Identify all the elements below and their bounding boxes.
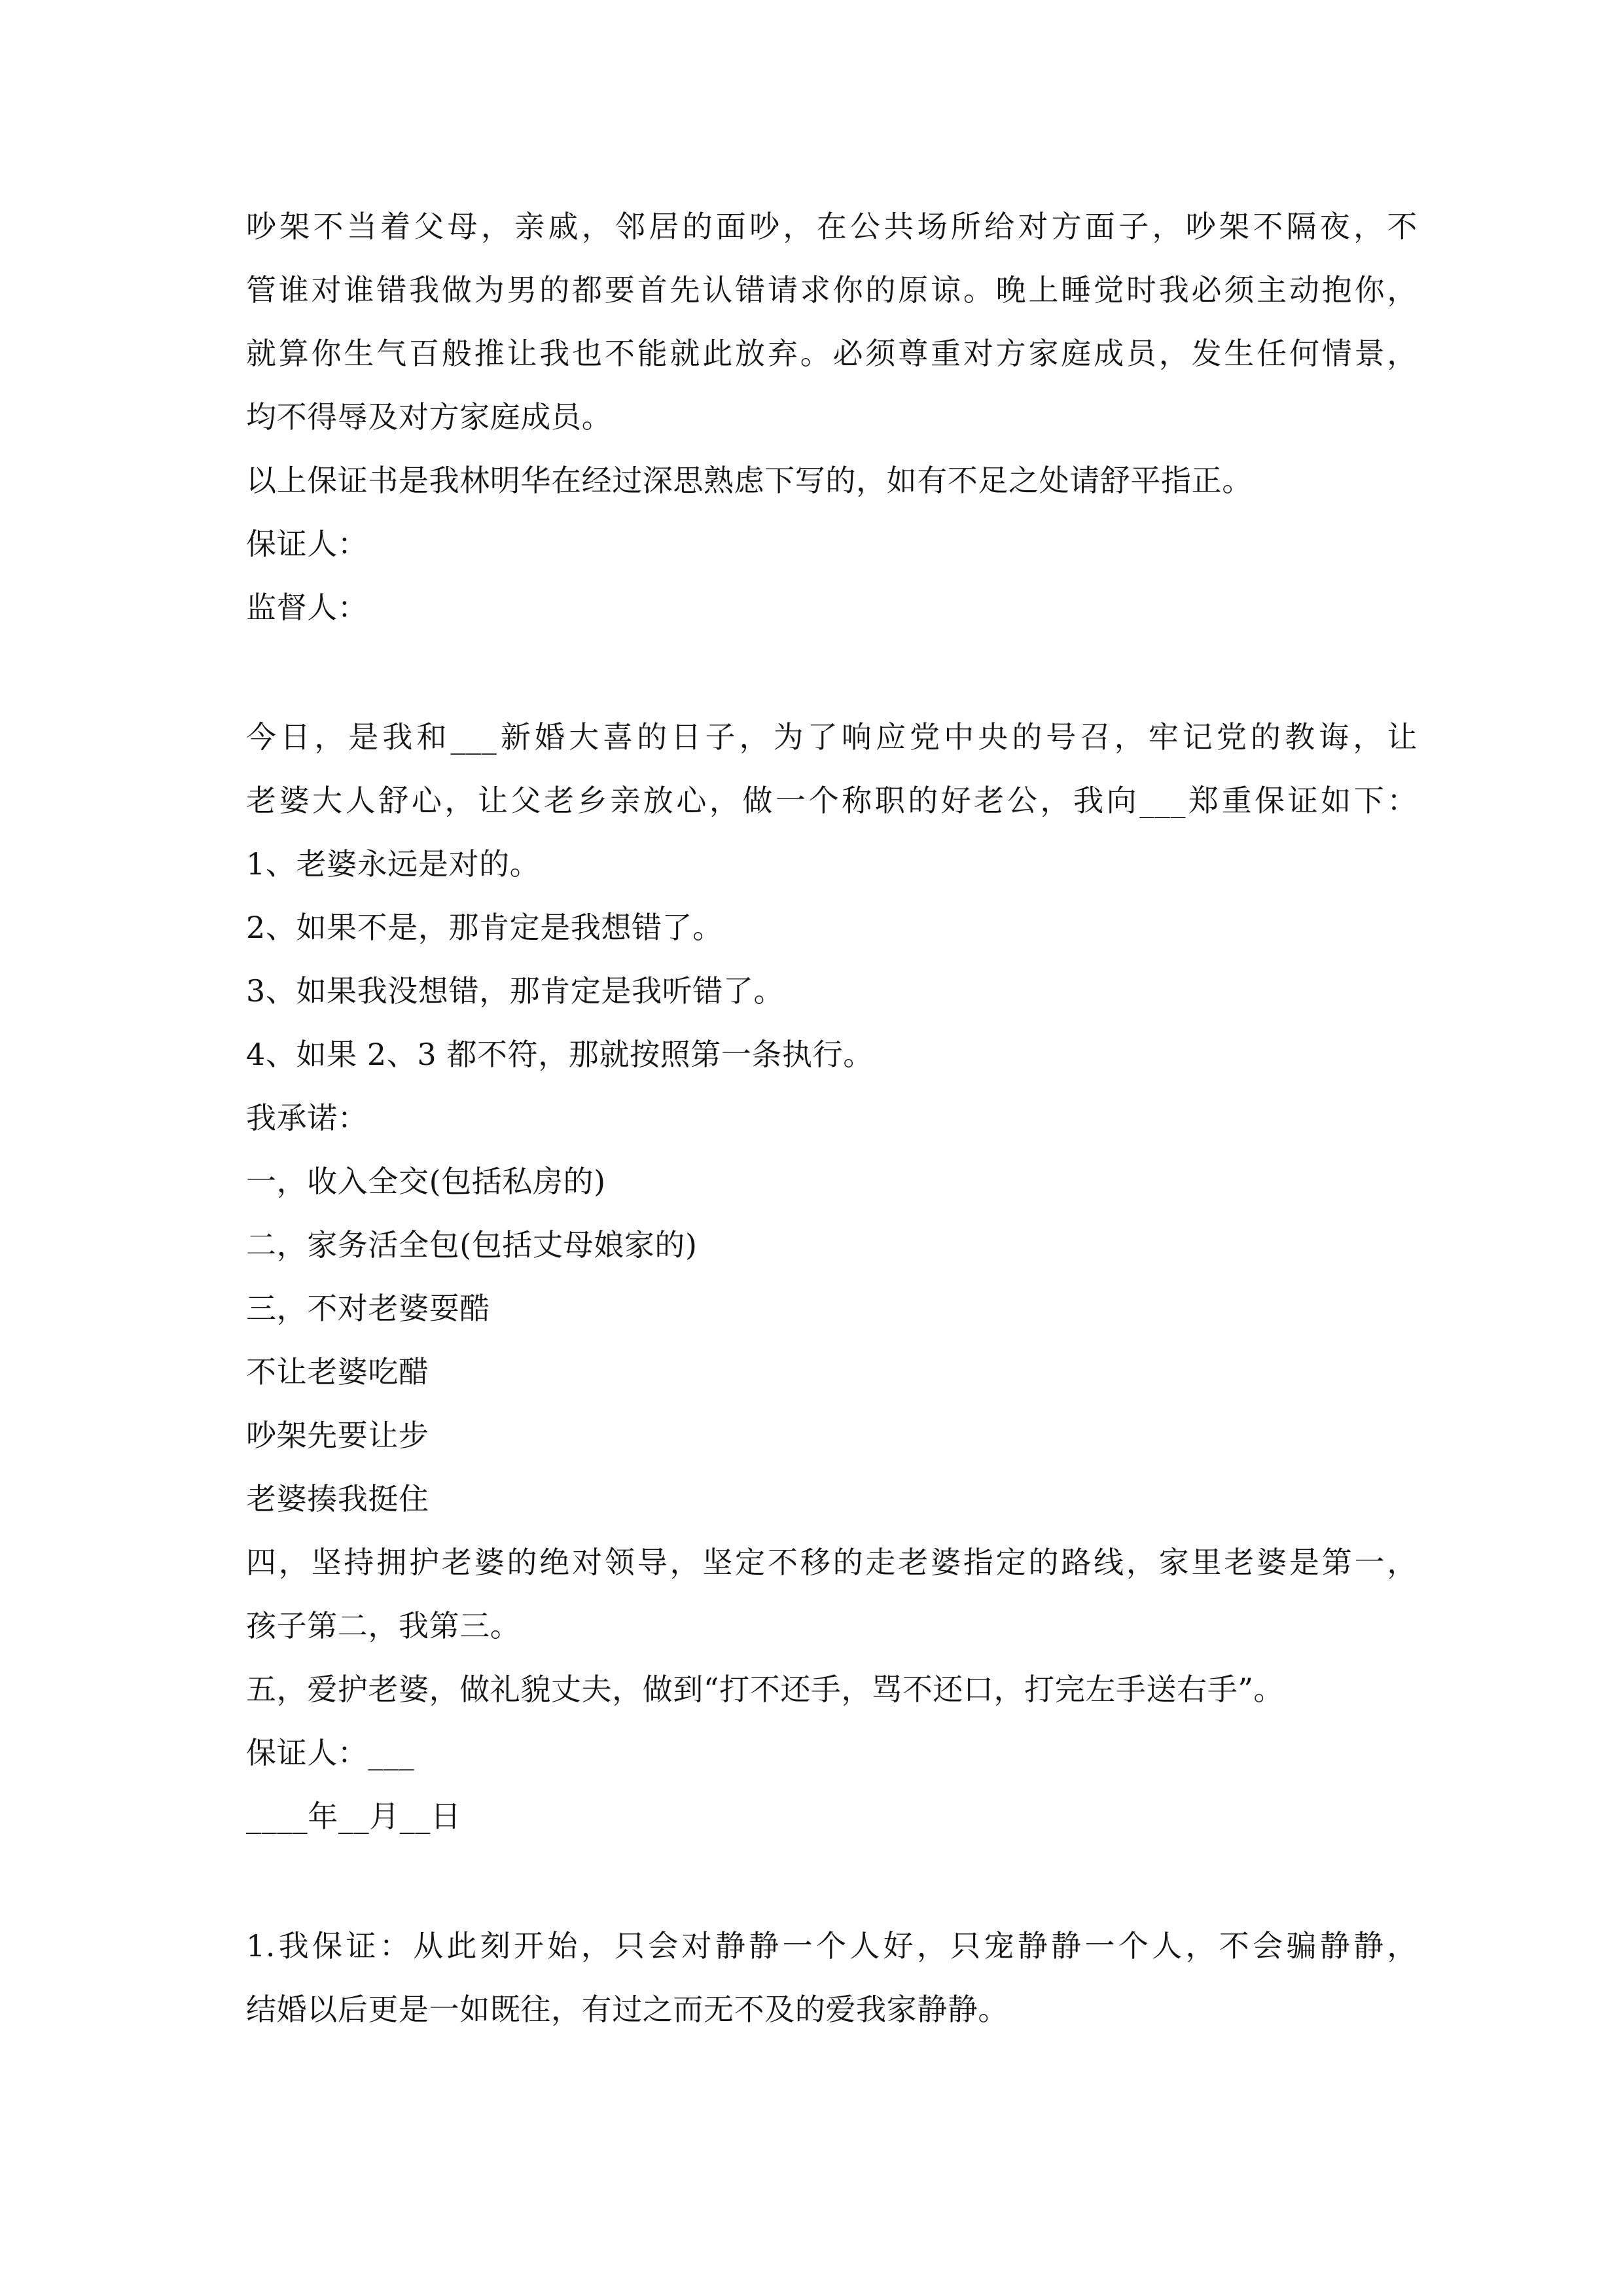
supervisor-label: 监督人： [246, 590, 368, 625]
list-item: 不让老婆吃醋 [246, 1354, 429, 1390]
paragraph-line: 结婚以后更是一如既往，有过之而无不及的爱我家静静。 [246, 1992, 1008, 2027]
list-item: 二，家务活全包(包括丈母娘家的) [246, 1227, 698, 1263]
paragraph-line: 吵架不当着父母，亲戚，邻居的面吵，在公共场所给对方面子，吵架不隔夜，不 [246, 209, 1418, 244]
paragraph-line: 均不得辱及对方家庭成员。 [246, 399, 613, 435]
paragraph-line: 就算你生气百般推让我也不能就此放弃。必须尊重对方家庭成员，发生任何情景， [246, 336, 1418, 371]
date-line: ____年__月__日 [246, 1799, 461, 1834]
paragraph-line: 1.我保证：从此刻开始，只会对静静一个人好，只宠静静一个人，不会骗静静， [246, 1928, 1418, 1964]
paragraph-line: 管谁对谁错我做为男的都要首先认错请求你的原谅。晚上睡觉时我必须主动抱你， [246, 272, 1418, 308]
list-item: 吵架先要让步 [246, 1418, 429, 1453]
list-item: 三，不对老婆耍酷 [246, 1291, 490, 1326]
list-item: 4、如果 2、3 都不符，那就按照第一条执行。 [246, 1037, 874, 1072]
paragraph-line: 孩子第二，我第三。 [246, 1608, 521, 1643]
list-item: 老婆揍我挺住 [246, 1481, 429, 1516]
promise-heading: 我承诺： [246, 1100, 368, 1136]
list-item: 3、如果我没想错，那肯定是我听错了。 [246, 973, 785, 1009]
list-item: 1、老婆永远是对的。 [246, 846, 541, 882]
guarantor-label: 保证人： [246, 526, 368, 562]
paragraph-line: 老婆大人舒心，让父老乡亲放心，做一个称职的好老公，我向___郑重保证如下： [246, 783, 1418, 818]
paragraph-line: 四，坚持拥护老婆的绝对领导，坚定不移的走老婆指定的路线，家里老婆是第一， [246, 1545, 1418, 1580]
list-item: 2、如果不是，那肯定是我想错了。 [246, 910, 723, 945]
paragraph-line: 今日，是我和___新婚大喜的日子，为了响应党中央的号召，牢记党的教诲，让 [246, 719, 1418, 755]
paragraph-line: 以上保证书是我林明华在经过深思熟虑下写的，如有不足之处请舒平指正。 [246, 463, 1253, 498]
guarantor-signature-line: 保证人：___ [246, 1735, 415, 1770]
list-item: 一，收入全交(包括私房的) [246, 1164, 606, 1199]
paragraph-line: 五，爱护老婆，做礼貌丈夫，做到“打不还手，骂不还口，打完左手送右手”。 [246, 1672, 1285, 1707]
